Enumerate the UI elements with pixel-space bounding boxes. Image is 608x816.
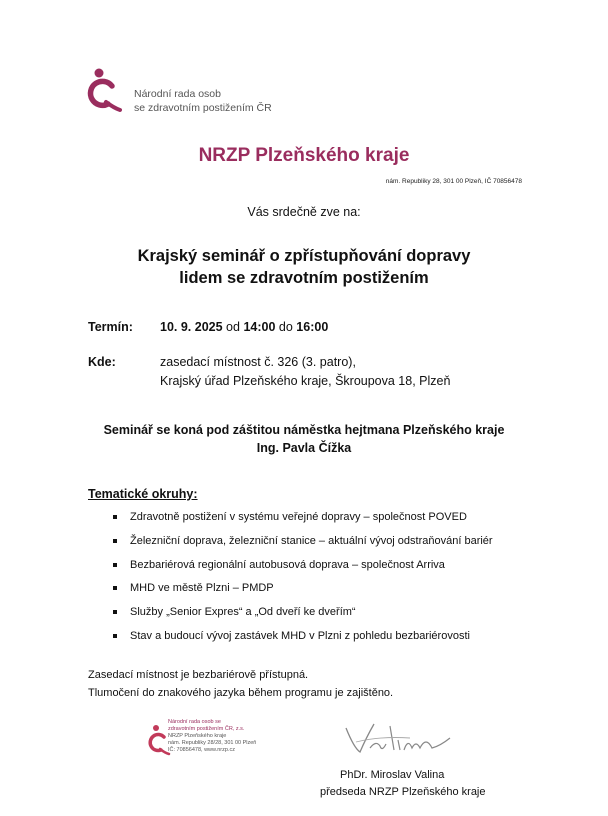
place-label: Kde: bbox=[88, 355, 116, 369]
signer-role: předseda NRZP Plzeňského kraje bbox=[320, 786, 486, 798]
stamp-line1: Národní rada osob se bbox=[168, 719, 221, 725]
stamp-text bbox=[168, 719, 256, 754]
list-item: Bezbariérová regionální autobusová doprava – společnost Arriva bbox=[113, 558, 493, 582]
term-start: 14:00 bbox=[243, 320, 276, 334]
term-to-word: do bbox=[278, 320, 293, 334]
place-line1: zasedací místnost č. 326 (3. patro), bbox=[160, 355, 356, 369]
stamp-line2: zdravotním postižením ČR, z.s. bbox=[168, 726, 245, 732]
list-item: Železniční doprava, železniční stanice – aktuální vývoj odstraňování bariér bbox=[113, 534, 493, 558]
org-name-line1: Národní rada osob bbox=[134, 88, 221, 100]
patronage bbox=[0, 421, 608, 457]
stamp-line5: IČ: 70856478, www.nrzp.cz bbox=[168, 747, 235, 753]
term-from-word: od bbox=[226, 320, 240, 334]
org-name-line2: se zdravotním postižením ČR bbox=[134, 102, 272, 114]
accessibility-note: Zasedací místnost je bezbariérově přístupná. bbox=[88, 669, 309, 681]
nrzp-logo-icon bbox=[84, 66, 124, 114]
topics-heading: Tematické okruhy: bbox=[88, 487, 198, 501]
list-item: Zdravotně postižení v systému veřejné dopravy – společnost POVED bbox=[113, 510, 493, 534]
org-name bbox=[134, 87, 272, 115]
term-value bbox=[160, 318, 328, 337]
patronage-line2: Ing. Pavla Čížka bbox=[256, 441, 352, 455]
invite-text: Vás srdečně zve na: bbox=[247, 205, 361, 219]
place-value bbox=[160, 353, 450, 391]
list-item: Služby „Senior Expres“ a „Od dveří ke dveřím“ bbox=[113, 605, 493, 629]
page-heading: NRZP Plzeňského kraje bbox=[198, 145, 410, 166]
topics-list bbox=[113, 510, 493, 653]
list-item: Stav a budoucí vývoj zastávek MHD v Plzni z pohledu bezbariérovosti bbox=[113, 629, 493, 653]
patronage-line1: Seminář se koná pod záštitou náměstka hejtmana Plzeňského kraje bbox=[103, 423, 505, 437]
event-title-line2: lidem se zdravotním postižením bbox=[179, 269, 429, 287]
stamp-line3: NRZP Plzeňského kraje bbox=[168, 733, 227, 739]
interpreting-note: Tlumočení do znakového jazyka během programu je zajištěno. bbox=[88, 687, 394, 699]
stamp-line4: nám. Republiky 28/28, 301 00 Plzeň bbox=[168, 740, 257, 746]
term-label: Termín: bbox=[88, 320, 133, 334]
event-title-line1: Krajský seminář o zpřístupňování dopravy bbox=[137, 247, 471, 265]
event-title bbox=[0, 245, 608, 289]
signature bbox=[340, 718, 462, 760]
place-line2: Krajský úřad Plzeňského kraje, Škroupova 18, Plzeň bbox=[160, 374, 451, 388]
address: nám. Republiky 28, 301 00 Plzeň, IČ 70856478 bbox=[385, 178, 522, 185]
list-item: MHD ve městě Plzni – PMDP bbox=[113, 581, 493, 605]
signer-name: PhDr. Miroslav Valina bbox=[340, 769, 445, 781]
term-end: 16:00 bbox=[296, 320, 329, 334]
term-date: 10. 9. 2025 bbox=[160, 320, 223, 334]
